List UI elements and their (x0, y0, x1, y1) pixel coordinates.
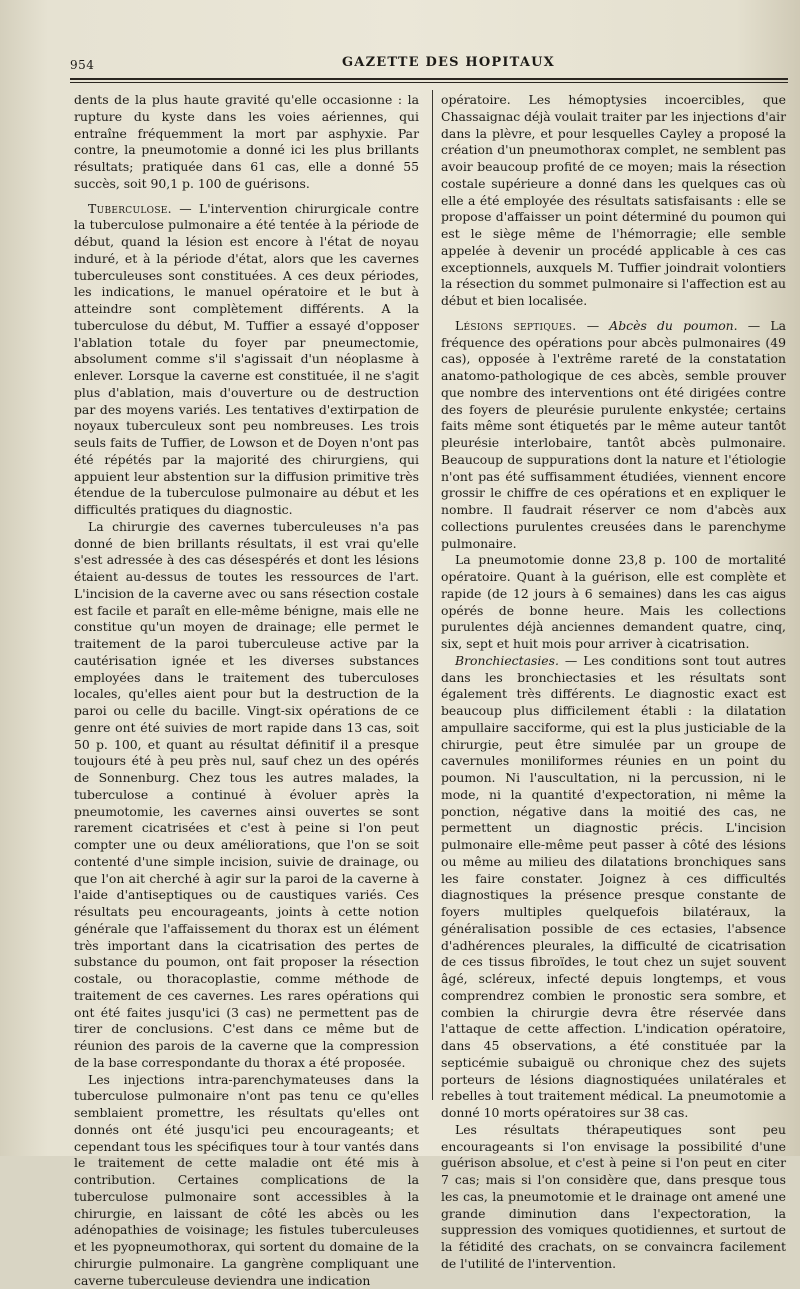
right-column (441, 92, 786, 1273)
paragraph: La chirurgie des cavernes tuberculeuses n'a pas donné de bien brillants résultats, il est vrai qu'elle s'est adressée à des cas désespérés et dont les lésions étaient au-dessus de toutes les ressources de l'art. L'incision de la caverne avec ou sans résection costale est facile et paraît en elle-même bénigne, mais elle ne constitue qu'un moyen de drainage; elle permet le traitement de la paroi tuberculeuse active par la cautérisation ignée et les diverses substances employées dans le traitement des tuberculoses locales, qu'elles aient pour but la destruction de la paroi ou celle du bacille. Vingt-six opérations de ce genre ont été suivies de mort rapide dans 13 cas, soit 50 p. 100, et quant au résultat définitif il a presque toujours été à peu près nul, sauf chez un des opérés de Sonnenburg. Chez tous les autres malades, la tuberculose a continué à évoluer après la pneumotomie, les cavernes ainsi ouvertes se sont rarement cicatrisées et c'est à peine si l'on peut compter une ou deux améliorations, que l'on se soit contenté d'une simple incision, suivie de drainage, ou que l'on ait cherché à agir sur la paroi de la caverne à l'aide d'antiseptiques ou de caustiques variés. Ces résultats peu encourageants, joints à cette notion générale que l'affaissement du thorax est un élément très important dans la cicatrisation des pertes de substance du poumon, ont fait proposer la résection costale, ou thoracoplastie, comme méthode de traitement de ces cavernes. Les rares opérations qui ont été faites jusqu'ici (3 cas) ne permettent pas de tirer de conclusions. C'est dans ce même but de réunion des parois de la caverne que la compression de la base correspondante du thorax a été proposée. (74, 519, 419, 1072)
subsection-heading: Bronchiectasies. (455, 653, 559, 668)
paragraph: opératoire. Les hémoptysies incoercibles, que Chassaignac déjà voulait traiter par les injections d'air dans la plèvre, et pour lesquelles Cayley a proposé la création d'un pneumothorax complet, ne semblent pas avoir beaucoup profité de ce moyen; mais la résection costale supérieure a donné dans les quelques cas où elle a été employée des résultats satisfaisants : elle se propose d'affaisser un point déterminé du poumon qui est le siège même de l'hémorragie; elle semble appelée à devenir un procédé applicable à ces cas exceptionnels, auxquels M. Tuffier joindrait volontiers la résection du sommet pulmonaire si l'affection est au début et bien localisée. (441, 92, 786, 310)
paragraph: dents de la plus haute gravité qu'elle occasionne : la rupture du kyste dans les voies aériennes, qui entraîne fréquemment la mort par asphyxie. Par contre, la pneumotomie a donné ici les plus brillants résultats; pratiquée dans 61 cas, elle a donné 55 succès, soit 90,1 p. 100 de guérisons. (74, 92, 419, 193)
page-header (70, 52, 790, 76)
section-heading: Lésions septiques. (455, 318, 577, 333)
section-text: — L'intervention chirurgicale contre la tuberculose pulmonaire a été tentée à la période de début, quand la lésion est encore à l'état de noyau induré, et à la période d'état, alors que les cavernes tuberculeuses sont constituées. A ces deux périodes, les indications, le manuel opératoire et le but à atteindre sont complètement différents. A la tuberculose du début, M. Tuffier a essayé d'opposer l'ablation totale du foyer par pneumectomie, absolument comme s'il s'agissait d'un néoplasme à enlever. Lorsque la caverne est constituée, il ne s'agit plus d'ablation, mais d'ouverture ou de destruction par des moyens variés. Les tentatives d'extirpation de noyaux tuberculeux sont peu nombreuses. Les trois seuls faits de Tuffier, de Lowson et de Doyen n'ont pas été répétés par la majorité des chirurgiens, qui appuient leur abstention sur la diffusion primitive très étendue de la tuberculose pulmonaire au début et les difficultés pratiques du diagnostic. (74, 201, 419, 518)
page-number: 954 (70, 58, 94, 72)
header-rule-thick (70, 78, 788, 80)
paragraph: La pneumotomie donne 23,8 p. 100 de mortalité opératoire. Quant à la guérison, elle est complète et rapide (de 12 jours à 6 semaines) dans les cas aigus opérés de bonne heure. Mais les collections purulentes déjà anciennes demandent quatre, cinq, six, sept et huit mois pour arriver à cicatrisation. (441, 552, 786, 653)
running-title: GAZETTE DES HOPITAUX (342, 55, 555, 70)
section-bronchiectasies (441, 653, 786, 1122)
section-text: — La fréquence des opérations pour abcès pulmonaires (49 cas), opposée à l'extrême rareté de la constatation anatomo-pathologique de ces abcès, semble prouver que nombre des interventions ont été dirigées contre des foyers de pleurésie purulente enkystée; certains faits même sont étiquetés par le même auteur tantôt pleurésie interlobaire, tantôt abcès pulmonaire. Beaucoup de suppurations dont la nature et l'étiologie n'ont pas été suffisamment étudiées, viennent encore grossir le chiffre de ces opérations et en expliquer le nombre. Il faudrait réserver ce nom d'abcès aux collections purulentes creusées dans le parenchyme pulmonaire. (441, 318, 786, 551)
section-lesions-septiques: Lésions septiques. — Abcès du poumon. — La fréquence des opérations pour abcès pulmonaires (49 cas), opposée à l'extrême rareté de la constatation anatomo-pathologique de ces abcès, semble prouver que nombre des interventions ont été dirigées contre des foyers de pleurésie purulente enkystée; certains faits même sont étiquetés par le même auteur tantôt pleurésie interlobaire, tantôt abcès pulmonaire. Beaucoup de suppurations dont la nature et l'étiologie n'ont pas été suffisamment étudiées, viennent encore grossir le chiffre de ces opérations et en expliquer le nombre. Il faudrait réserver ce nom d'abcès aux collections purulentes creusées dans le parenchyme pulmonaire. (441, 318, 786, 553)
section-heading: Tuberculose. (88, 201, 172, 216)
paragraph: Les résultats thérapeutiques sont peu encourageants si l'on envisage la possibilité d'une guérison absolue, et c'est à peine si l'on peut en citer 7 cas; mais si l'on considère que, dans presque tous les cas, la pneumotomie et le drainage ont amené une grande diminution dans l'expectoration, la suppression des vomiques quotidiennes, et surtout de la fétidité des crachats, on se convaincra facilement de l'utilité de l'intervention. (441, 1122, 786, 1273)
header-rule-thin (70, 82, 788, 83)
section-tuberculose (74, 201, 419, 519)
paragraph: Les injections intra-parenchymateuses dans la tuberculose pulmonaire n'ont pas tenu ce qu'elles semblaient promettre, les résultats qu'elles ont donnés ont été jusqu'ici peu encourageants; et cependant tous les spécifiques tour à tour vantés dans le traitement de cette maladie ont été mis à contribution. Certaines complications de la tuberculose pulmonaire sont accessibles à la chirurgie, en laissant de côté les abcès ou les adénopathies de voisinage; les fistules tuberculeuses et les pyopneumothorax, qui sortent du domaine de la chirurgie pulmonaire. La gangrène compliquant une caverne tuberculeuse deviendra une indication (74, 1072, 419, 1289)
column-divider (432, 90, 433, 1100)
subsection-heading: Abcès du poumon. (609, 318, 737, 333)
section-text: — Les conditions sont tout autres dans les bronchiectasies et les résultats sont également très différents. Le diagnostic exact est beaucoup plus difficilement établi : la dilatation ampullaire sacciforme, qui est la plus justiciable de la chirurgie, peut être simulée par un groupe de cavernules moniliformes réunies en un point du poumon. Ni l'auscultation, ni la percussion, ni le mode, ni la quantité d'expectoration, ni même la ponction, négative dans la moitié des cas, ne permettent un diagnostic précis. L'incision pulmonaire elle-même peut passer à côté des lésions ou même au milieu des dilatations bronchiques sans les faire constater. Joignez à ces difficultés diagnostiques la présence presque constante de foyers multiples quelquefois bilatéraux, la généralisation possible de ces ectasies, l'absence d'adhérences pleurales, la difficulté de cicatrisation de ces tissus fibroïdes, le tout chez un sujet souvent âgé, scléreux, infecté depuis longtemps, et vous comprendrez combien le pronostic sera sombre, et combien la chirurgie devra être réservée dans l'attaque de cette affection. L'indication opératoire, dans 45 observations, a été constituée par la septicémie subaiguë ou chronique chez des sujets porteurs de lésions diagnostiquées unilatérales et rebelles à tout traitement médical. La pneumotomie a donné 10 morts opératoires sur 38 cas. (441, 653, 786, 1120)
left-column (74, 92, 419, 1289)
